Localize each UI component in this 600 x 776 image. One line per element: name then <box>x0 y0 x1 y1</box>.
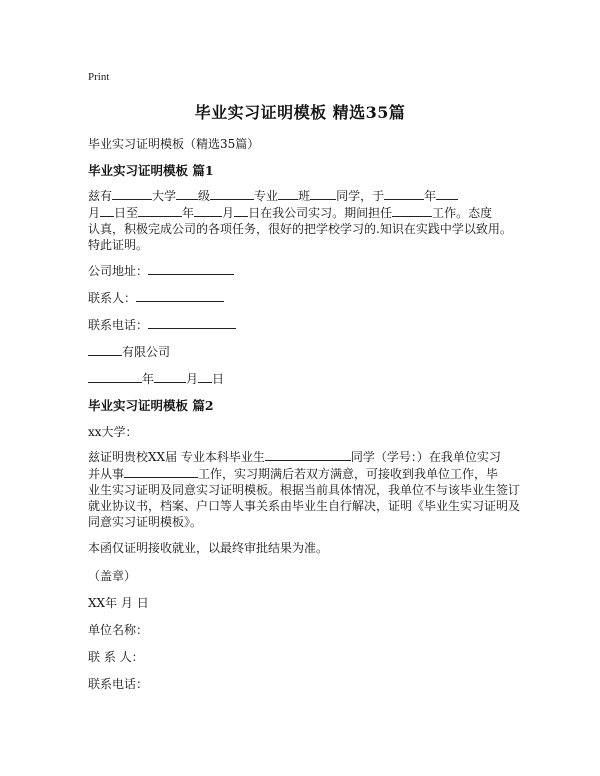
text: 工作，实习期满后若双方满意，可接收到我单位工作，毕 <box>198 467 499 481</box>
unit-name-label: 单位名称： <box>88 623 149 637</box>
text: 日在我公司实习。期间担任 <box>248 206 393 220</box>
para-line: 特此证明。 <box>88 238 149 252</box>
text: 月 <box>88 206 101 220</box>
para-line <box>88 187 516 204</box>
company-name-field[interactable] <box>88 343 122 356</box>
section1-paragraph <box>88 187 516 253</box>
date-year-field[interactable] <box>88 370 142 383</box>
text: 兹证明贵校XX届 专业本科毕业生 <box>88 450 265 464</box>
text: 工作。态度 <box>432 206 493 220</box>
blank-field <box>384 187 424 200</box>
text: 日至 <box>114 206 139 220</box>
blank-field <box>138 204 182 217</box>
text: 同学，于 <box>336 189 385 203</box>
company-address-label: 公司地址： <box>88 264 149 278</box>
contact-person-label: 联系人： <box>88 291 137 305</box>
date-day-field[interactable] <box>198 370 212 383</box>
date-day-label: 日 <box>212 372 225 386</box>
section2-heading: 毕业实习证明模板 篇2 <box>88 398 214 413</box>
contact-person-field[interactable] <box>136 289 224 302</box>
blank-field <box>124 465 198 478</box>
para-line: 业生实习证明及同意实习证明模板。根据当前具体情况，我单位不与该毕业生签订 <box>88 483 521 497</box>
contact-phone-label-2: 联系电话： <box>88 677 149 691</box>
company-name-row <box>88 343 170 360</box>
document-subtitle: 毕业实习证明模板（精选35篇） <box>88 137 260 151</box>
date-month-label: 月 <box>186 372 199 386</box>
contact-phone-row <box>88 316 236 333</box>
para-line: 认真，积极完成公司的各项任务，很好的把学校学习的.知识在实践中学以致用。 <box>88 222 512 236</box>
para-line <box>88 204 516 221</box>
text: 月 <box>222 206 235 220</box>
document-title: 毕业实习证明模板 精选35篇 <box>194 103 406 122</box>
company-address-row <box>88 262 234 279</box>
section1-heading: 毕业实习证明模板 篇1 <box>88 163 214 178</box>
text: 大学 <box>152 189 177 203</box>
text: 级 <box>198 189 211 203</box>
para-line <box>88 465 516 482</box>
salutation: xx大学： <box>88 425 138 439</box>
blank-field <box>210 187 254 200</box>
company-suffix: 有限公司 <box>122 345 171 359</box>
date-month-field[interactable] <box>154 370 186 383</box>
blank-field <box>265 448 351 461</box>
blank-field <box>310 187 336 200</box>
date-row <box>88 370 224 387</box>
para-line <box>88 448 516 465</box>
blank-field <box>112 187 152 200</box>
seal-text: （盖章） <box>88 569 137 583</box>
text: 并从事 <box>88 467 125 481</box>
date-text: XX年 月 日 <box>88 596 149 610</box>
text: 班 <box>298 189 311 203</box>
blank-field <box>176 187 198 200</box>
blank-field <box>436 187 458 200</box>
notice-paragraph: 本函仅证明接收就业，以最终审批结果为准。 <box>88 541 329 555</box>
contact-person-label-2: 联 系 人： <box>88 650 144 664</box>
text: 年 <box>424 189 437 203</box>
blank-field <box>100 204 114 217</box>
text: 专业 <box>254 189 279 203</box>
blank-field <box>234 204 248 217</box>
contact-phone-field[interactable] <box>148 316 236 329</box>
blank-field <box>392 204 432 217</box>
blank-field <box>194 204 222 217</box>
contact-person-row <box>88 289 224 306</box>
contact-phone-label: 联系电话： <box>88 318 149 332</box>
text: 年 <box>182 206 195 220</box>
text: 兹有 <box>88 189 113 203</box>
print-label: Print <box>88 71 110 83</box>
blank-field <box>278 187 298 200</box>
section2-paragraph <box>88 448 521 530</box>
company-address-field[interactable] <box>148 262 234 275</box>
text: 同学（学号：）在我单位实习 <box>350 450 501 464</box>
para-line: 同意实习证明模板》。 <box>88 515 203 529</box>
date-year-label: 年 <box>142 372 155 386</box>
para-line: 就业协议书，档案、户口等人事关系由毕业生自行解决，证明《毕业生实习证明及 <box>88 499 521 513</box>
